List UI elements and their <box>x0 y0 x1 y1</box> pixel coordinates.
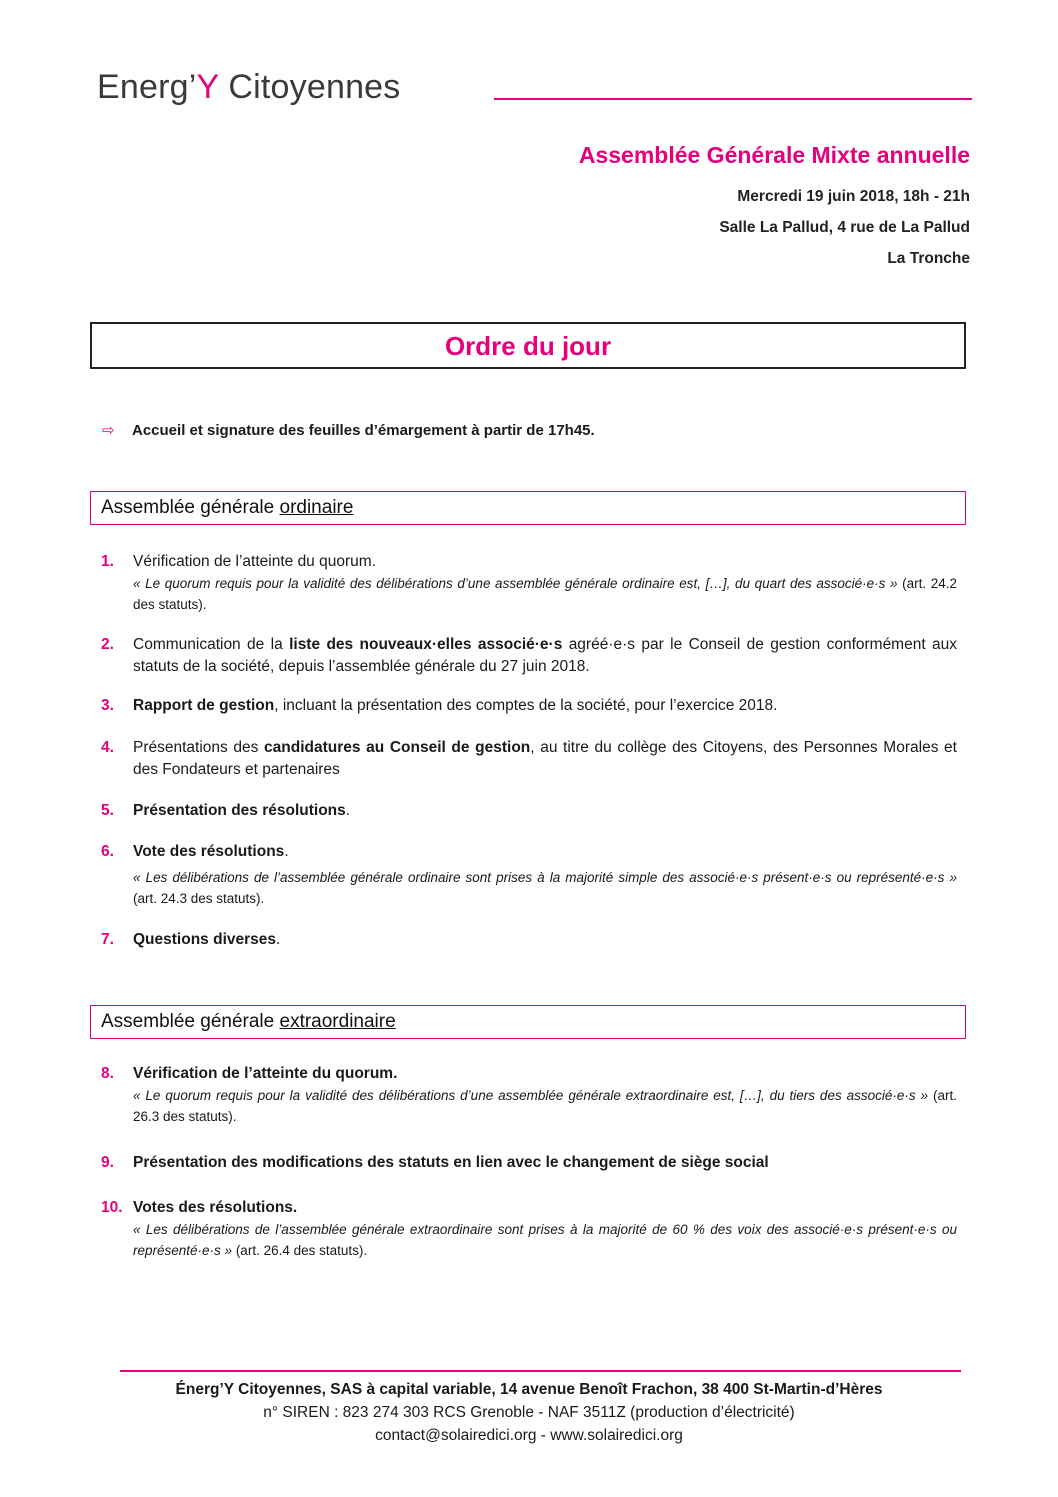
item-quote-ref: (art. 26.3 des statuts). <box>133 1088 957 1124</box>
item-quote <box>133 867 957 909</box>
item-text-bold: candidatures au Conseil de gestion <box>264 739 531 756</box>
item-text-post: agréé·e·s par le Conseil de gestion conformément aux statuts de la société, depuis l’assemblée générale du 27 juin 2018. <box>133 636 957 675</box>
agenda-title: Ordre du jour <box>444 331 612 361</box>
section-extraordinary-title-prefix: Assemblée générale <box>101 1011 280 1032</box>
agenda-item-10 <box>101 1197 957 1261</box>
header-divider <box>494 98 972 100</box>
item-text <box>133 695 957 717</box>
agenda-title-box <box>90 322 966 369</box>
agenda-item-2 <box>101 634 957 678</box>
welcome-text: Accueil et signature des feuilles d’émargement à partir de 17h45. <box>132 422 595 439</box>
agenda-item-5 <box>101 800 957 822</box>
event-date: Mercredi 19 juin 2018, 18h - 21h <box>737 188 970 205</box>
item-text-pre: Présentations des <box>133 739 265 756</box>
item-text <box>133 737 957 781</box>
footer-contact: contact@solairedici.org - www.solairedici.org <box>375 1427 683 1444</box>
item-text-post: . <box>284 843 289 860</box>
item-number: 6. <box>101 843 114 860</box>
item-number: 7. <box>101 931 114 948</box>
item-quote-ref: (art. 24.2 des statuts). <box>133 576 957 612</box>
event-info <box>579 142 970 274</box>
item-text-bold: liste des nouveaux·elles associé·e·s <box>289 636 563 653</box>
agenda-item-1 <box>101 551 957 615</box>
item-number: 3. <box>101 697 114 714</box>
item-text-bold: Votes des résolutions. <box>133 1199 298 1216</box>
event-venue: Salle La Pallud, 4 rue de La Pallud <box>719 219 970 236</box>
footer-registration: n° SIREN : 823 274 303 RCS Grenoble - NAF 3511Z (production d’électricité) <box>263 1404 795 1421</box>
item-number: 8. <box>101 1065 114 1082</box>
section-ordinary-title <box>101 497 353 518</box>
section-extraordinary-title-underlined: extraordinaire <box>279 1011 396 1032</box>
section-ordinary-title-underlined: ordinaire <box>279 497 354 518</box>
agenda-item-9 <box>101 1152 957 1174</box>
item-text-bold: Vote des résolutions <box>133 843 285 860</box>
item-quote-text: « Les délibérations de l’assemblée générale extraordinaire sont prises à la majorité de 60 % des voix des associé·e·s présent·e·s ou représenté·e·s » <box>133 1222 957 1258</box>
item-text <box>133 800 957 822</box>
item-number: 2. <box>101 636 114 653</box>
item-text <box>133 841 957 863</box>
section-extraordinary-header <box>90 1005 966 1039</box>
item-number: 1. <box>101 553 114 570</box>
item-quote <box>133 1085 957 1127</box>
item-text-bold: Présentation des résolutions <box>133 802 346 819</box>
agenda-item-8 <box>101 1063 957 1127</box>
item-number: 5. <box>101 802 114 819</box>
item-text <box>133 634 957 678</box>
event-city: La Tronche <box>887 250 970 267</box>
item-number: 4. <box>101 739 114 756</box>
footer-divider <box>120 1370 961 1372</box>
item-text-bold: Questions diverses <box>133 931 277 948</box>
agenda-item-3 <box>101 695 957 717</box>
item-text-bold: Présentation des modifications des statuts en lien avec le changement de siège social <box>133 1154 769 1171</box>
item-text-bold: Vérification de l’atteinte du quorum. <box>133 1065 398 1082</box>
section-ordinary-title-prefix: Assemblée générale <box>101 497 280 518</box>
item-text-post: , au titre du collège des Citoyens, des Personnes Morales et des Fondateurs et partenaires <box>133 739 957 778</box>
logo-text-rest: Citoyennes <box>218 68 401 106</box>
item-quote-text: « Le quorum requis pour la validité des délibérations d’une assemblée générale extraordinaire est, […], du tiers des associé·e·s » <box>133 1088 929 1103</box>
section-ordinary-header <box>90 491 966 525</box>
item-text-pre: Communication de la <box>133 636 290 653</box>
item-quote-ref: (art. 24.3 des statuts). <box>133 891 265 906</box>
welcome-note <box>102 421 595 439</box>
item-text-post: , incluant la présentation des comptes de la société, pour l’exercice 2018. <box>274 697 778 714</box>
footer-company: Énerg’Y Citoyennes, SAS à capital variable, 14 avenue Benoît Frachon, 38 400 St-Martin-d’Hères <box>175 1381 883 1398</box>
item-number: 10. <box>101 1199 123 1216</box>
event-title: Assemblée Générale Mixte annuelle <box>578 142 970 168</box>
section-extraordinary-title <box>101 1011 396 1032</box>
item-quote <box>133 1219 957 1261</box>
item-text: Vérification de l’atteinte du quorum. <box>133 553 376 570</box>
logo-text-accent: Y <box>196 68 219 106</box>
item-quote-text: « Le quorum requis pour la validité des délibérations d’une assemblée générale ordinaire est, […], du quart des associé·e·s » <box>133 576 898 591</box>
arrow-right-icon: ⇨ <box>102 422 115 439</box>
agenda-item-7 <box>101 929 957 951</box>
item-text <box>133 1152 957 1174</box>
item-quote-ref: (art. 26.4 des statuts). <box>232 1243 368 1258</box>
footer <box>0 1378 1058 1447</box>
logo-text-main: Energ’ <box>97 68 197 106</box>
agenda-item-4 <box>101 737 957 781</box>
item-text <box>133 1063 957 1085</box>
item-number: 9. <box>101 1154 114 1171</box>
agenda-item-6 <box>101 841 957 909</box>
logo <box>97 68 401 107</box>
item-text <box>133 929 957 951</box>
item-text <box>133 1197 957 1219</box>
item-text-post: . <box>345 802 351 819</box>
item-text-bold: Rapport de gestion <box>133 697 275 714</box>
item-text-post: . <box>276 931 281 948</box>
item-quote <box>133 573 957 615</box>
item-quote-text: « Les délibérations de l’assemblée générale ordinaire sont prises à la majorité simple des associé·e·s présent·e·s ou représenté·e·s » <box>133 870 957 885</box>
